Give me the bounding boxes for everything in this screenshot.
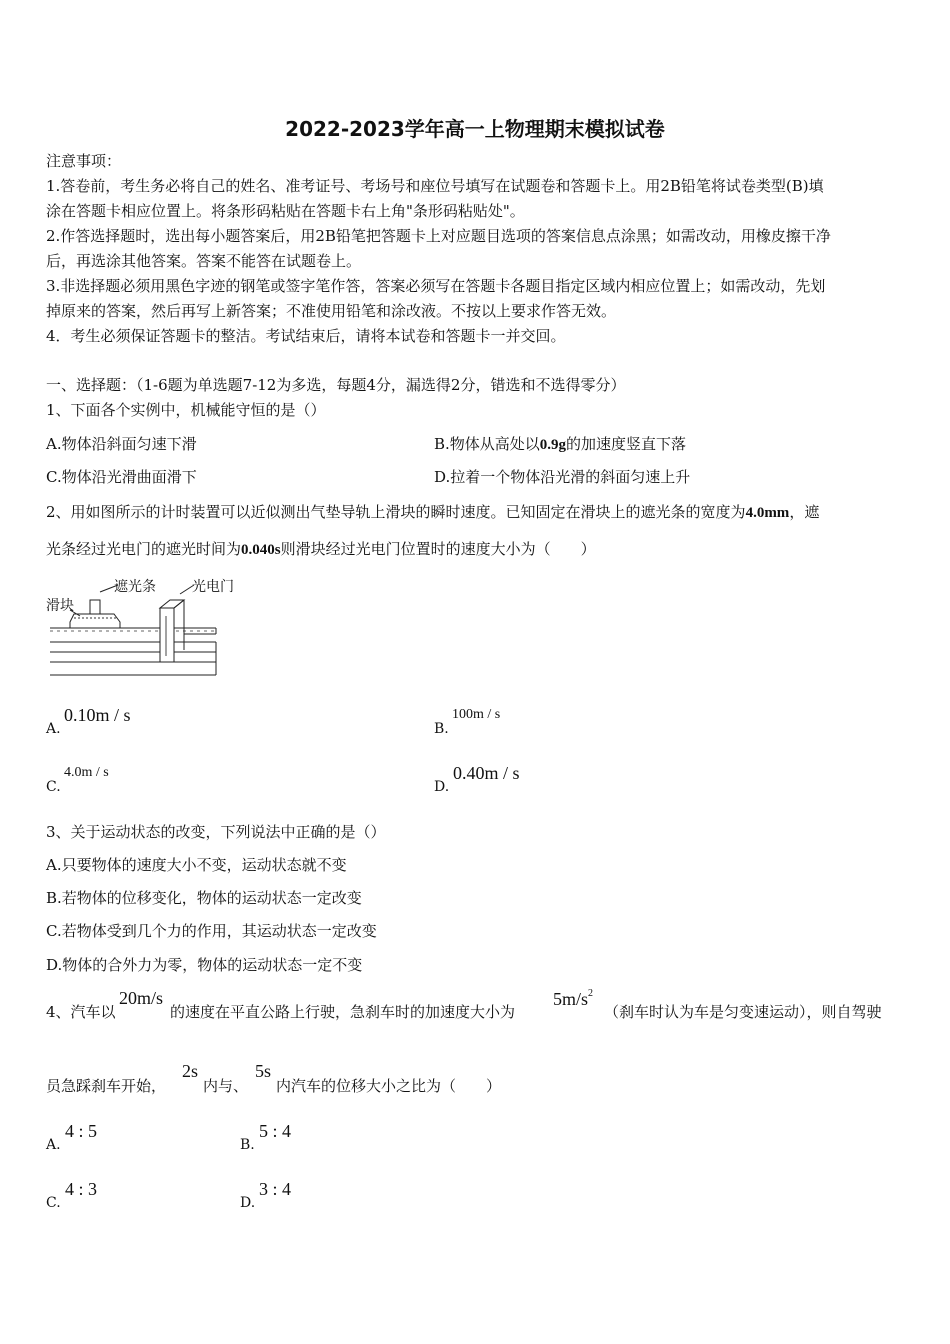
figure-label-gate: 光电门 xyxy=(192,579,234,595)
q2-option-c-value: 4.0m / s xyxy=(64,765,109,780)
q1-option-c: C.物体沿光滑曲面滑下 xyxy=(46,468,197,486)
question-3-stem: 3、关于运动状态的改变，下列说法中正确的是（） xyxy=(46,823,386,841)
q2-option-d-value: 0.40m / s xyxy=(453,763,520,783)
q2-option-c-letter: C. xyxy=(46,779,61,795)
figure-label-strip: 遮光条 xyxy=(114,579,156,595)
notice-line: 涂在答题卡相应位置上。将条形码粘贴在答题卡右上角"条形码粘贴处"。 xyxy=(46,202,525,220)
question-1-stem: 1、下面各个实例中，机械能守恒的是（） xyxy=(46,401,326,419)
q4-time-1: 2s xyxy=(182,1061,199,1081)
q4-speed: 20m/s xyxy=(119,988,164,1008)
notice-line: 后，再选涂其他答案。答案不能答在试题卷上。 xyxy=(46,252,362,270)
q2-option-b-letter: B. xyxy=(434,721,449,737)
q3-option-a: A.只要物体的速度大小不变，运动状态就不变 xyxy=(46,856,347,874)
q2-option-a-value: 0.10m / s xyxy=(64,705,131,725)
q4-option-a-value: 4 : 5 xyxy=(65,1121,98,1141)
question-4-text-4: 员急踩刹车开始， xyxy=(46,1077,167,1095)
q2-option-d-letter: D. xyxy=(434,779,450,795)
notice-line: 3.非选择题必须用黑色字迹的钢笔或签字笔作答，答案必须写在答题卡各题目指定区域内相应位置上；如需改动，先划 xyxy=(46,277,826,295)
q1-option-a: A.物体沿斜面匀速下滑 xyxy=(46,435,197,453)
air-track-figure xyxy=(44,572,250,684)
notice-line: 2.作答选择题时，选出每小题答案后，用2B铅笔把答题卡上对应题目选项的答案信息点涂黑；如需改动，用橡皮擦干净 xyxy=(46,227,831,245)
q4-option-b-value: 5 : 4 xyxy=(259,1121,292,1141)
q4-time-2: 5s xyxy=(255,1061,272,1081)
q2-option-a-letter: A. xyxy=(46,721,61,737)
question-4-text-2: 的速度在平直公路上行驶，急刹车时的加速度大小为 xyxy=(170,1003,516,1021)
question-2-line-2: 光条经过光电门的遮光时间为0.040s则滑块经过光电门位置时的速度大小为（ ） xyxy=(46,540,596,558)
question-4-text-1: 4、汽车以 xyxy=(46,1003,116,1021)
question-4-text-6: 内汽车的位移大小之比为（ ） xyxy=(276,1077,502,1095)
q4-option-a-letter: A. xyxy=(46,1137,61,1153)
q2-option-b-value: 100m / s xyxy=(452,707,501,722)
q4-option-c-value: 4 : 3 xyxy=(65,1179,98,1199)
section-heading: 一、选择题：（1-6题为单选题7-12为多选，每题4分，漏选得2分，错选和不选得零分） xyxy=(46,376,626,394)
question-4-text-5: 内与、 xyxy=(203,1077,249,1095)
notice-line: 4．考生必须保证答题卡的整洁。考试结束后，请将本试卷和答题卡一并交回。 xyxy=(46,327,566,345)
page-title: 2022-2023学年高一上物理期末模拟试卷 xyxy=(285,117,665,141)
notice-line: 掉原来的答案，然后再写上新答案；不准使用铅笔和涂改液。不按以上要求作答无效。 xyxy=(46,302,617,320)
q4-option-b-letter: B. xyxy=(240,1137,255,1153)
question-2-line-1: 2、用如图所示的计时装置可以近似测出气垫导轨上滑块的瞬时速度。已知固定在滑块上的遮光条的宽度为4.0mm，遮 xyxy=(46,503,820,521)
q4-option-d-letter: D. xyxy=(240,1195,256,1211)
q3-option-d: D.物体的合外力为零，物体的运动状态一定不变 xyxy=(46,956,363,974)
question-4-text-3: （刹车时认为车是匀变速运动），则自驾驶 xyxy=(604,1003,882,1021)
q4-option-c-letter: C. xyxy=(46,1195,61,1211)
q1-option-d: D.拉着一个物体沿光滑的斜面匀速上升 xyxy=(434,468,691,486)
q4-acceleration: $5m/s^2$ xyxy=(553,988,594,1009)
q3-option-b: B.若物体的位移变化，物体的运动状态一定改变 xyxy=(46,889,362,907)
q1-option-b: B.物体从高处以0.9g的加速度竖直下落 xyxy=(434,435,687,453)
q4-option-d-value: 3 : 4 xyxy=(259,1179,292,1199)
q3-option-c: C.若物体受到几个力的作用，其运动状态一定改变 xyxy=(46,922,377,940)
notice-heading: 注意事项： xyxy=(46,152,122,170)
notice-line: 1.答卷前，考生务必将自己的姓名、准考证号、考场号和座位号填写在试题卷和答题卡上。用2B铅笔将试卷类型(B)填 xyxy=(46,177,824,195)
figure-label-slider: 滑块 xyxy=(46,598,74,614)
